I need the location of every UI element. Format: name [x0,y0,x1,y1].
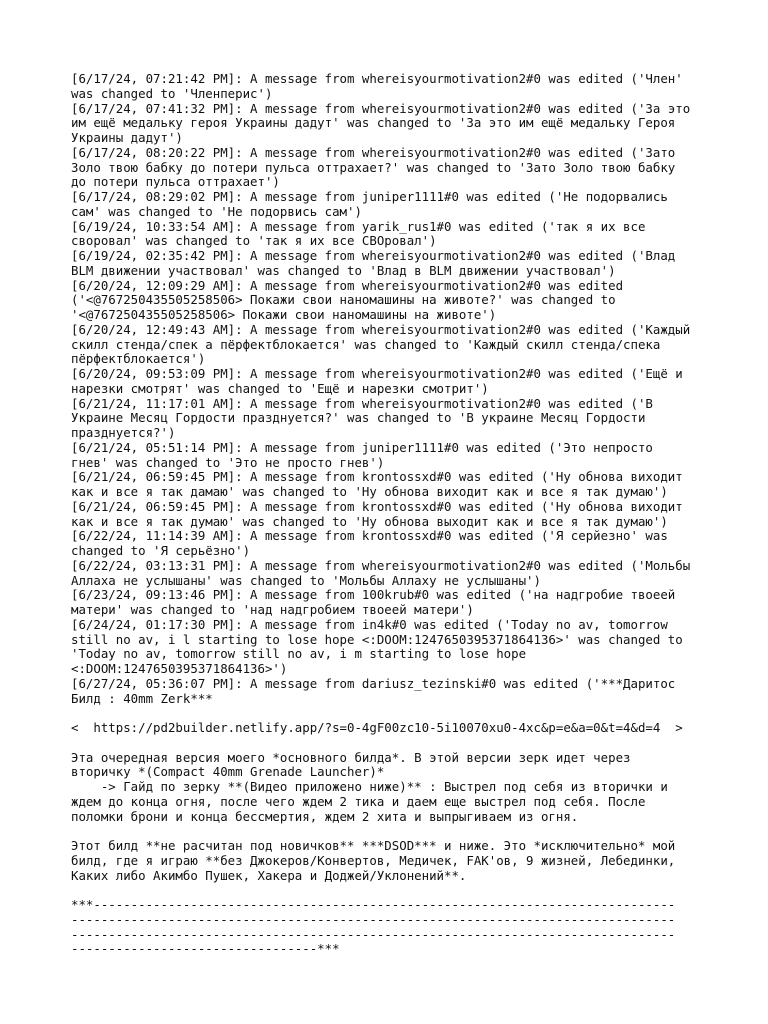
document-line: [6/21/24, 06:59:45 PM]: A message from krontossxd#0 was edited ('Ну обнова виходит [71,469,683,485]
document-line: как и все я так думаю' was changed to 'Ну обнова выходит как и все я так думаю') [71,513,668,529]
document-line: Билд : 40mm Zerk*** [71,690,213,706]
document-line: ждем до конца огня, после чего ждем 2 тика и даем еще выстрел под себя. После [71,793,646,809]
document-line: [6/21/24, 05:51:14 PM]: A message from juniper1111#0 was edited ('Это непросто [71,439,653,455]
document-line: [6/24/24, 01:17:30 PM]: A message from in4k#0 was edited ('Today no av, tomorrow [71,616,668,632]
document-line: [6/27/24, 05:36:07 PM]: A message from dariusz_tezinski#0 was edited ('***Даритос [71,675,676,691]
document-line: [6/23/24, 09:13:46 PM]: A message from 100krub#0 was edited ('на надгробие твоеей [71,587,676,603]
document-line: вторичку *(Compact 40mm Grenade Launcher)* [71,764,385,780]
document-line: Золо твою бабку до потери пульса оттрахает?' was changed to 'Зато Золо твою бабку [71,159,676,175]
document-line: [6/22/24, 03:13:31 PM]: A message from whereisyourmotivation2#0 was edited ('Мольбы [71,557,691,573]
document-line: Аллаха не услышаны' was changed to 'Мольбы Аллаху не услышаны') [71,572,541,588]
document-line: сам' was changed to 'Не подорвись сам') [71,203,362,219]
document-line [71,736,711,751]
document-line: [6/21/24, 11:17:01 AM]: A message from whereisyourmotivation2#0 was edited ('В [71,395,653,411]
document-line: still no av, i l starting to lose hope <:DOOM:1247650395371864136>' was changed to [71,631,683,647]
document-line: поломки брони и конца бессмертия, ждем 2 хита и выпрыгиваем из огня. [71,808,579,824]
document-line: скилл стенда/спек а пёрфектблокается' was changed to 'Каждый скилл стенда/спека [71,336,661,352]
document-line: [6/20/24, 12:49:43 AM]: A message from whereisyourmotivation2#0 was edited ('Каждый [71,321,691,337]
document-line: Украины дадут') [71,130,183,145]
document-line: билд, где я играю **без Джокеров/Конвертов, Медичек, FAK'ов, 9 жизней, Лебединки, [71,852,676,868]
document-line: -> Гайд по зерку **(Видео приложено ниже)** : Выстрел под себя из вторички и [71,779,668,794]
document-line: Каких либо Акимбо Пушек, Хакера и Доджей/Уклонений**. [71,867,467,883]
document-line: [6/20/24, 09:53:09 PM]: A message from whereisyourmotivation2#0 was edited ('Ещё и [71,366,683,381]
document-line: своровал' was changed to 'так я их все СВОровал') [71,233,437,249]
document-line: '<@767250435505258506> Покажи свои наномашины на животе') [71,307,497,322]
document-line: Украине Месяц Гордости празднуется?' was changed to 'В украине Месяц Гордости [71,410,646,426]
document-line: <:DOOM:1247650395371864136>') [71,661,288,676]
document-line: [6/17/24, 08:29:02 PM]: A message from juniper1111#0 was edited ('Не подорвались [71,189,668,204]
document-line: was changed to 'Членперис') [71,85,273,101]
document-line [71,883,711,898]
document-line: Этот билд **не расчитан под новичков** ***DSOD*** и ниже. Это *исключительно* мой [71,838,676,853]
document-line: --------------------------------------------------------------------------------- [71,926,676,942]
document-line: BLM движении участвовал' was changed to 'Влад в BLM движении участвовал') [71,262,616,278]
document-line: до потери пульса оттрахает') [71,174,280,190]
document-line [71,706,711,721]
document-line: ***------------------------------------------------------------------------------ [71,897,676,912]
document-line: им ещё медальку героя Украины дадут' was changed to 'За это им ещё медальку Героя [71,115,676,131]
document-line: --------------------------------------------------------------------------------- [71,911,676,927]
document-line: ('<@767250435505258506> Покажи свои наномашины на животе?' was changed to [71,292,616,308]
document-line: гнев' was changed to 'Это не просто гнев') [71,454,385,470]
document-line: [6/19/24, 10:33:54 AM]: A message from yarik_rus1#0 was edited ('так я их все [71,218,646,234]
document-line: матери' was changed to 'над надгробием твоеей матери') [71,602,474,617]
document-line: как и все я так дамаю' was changed to 'Ну обнова виходит как и все я так думаю') [71,484,668,499]
document-line: [6/19/24, 02:35:42 PM]: A message from whereisyourmotivation2#0 was edited ('Влад [71,248,676,263]
document-page [71,72,711,957]
document-line: [6/20/24, 12:09:29 AM]: A message from whereisyourmotivation2#0 was edited [71,277,624,293]
document-line [71,824,711,839]
document-line: < https://pd2builder.netlify.app/?s=0-4gF00zc10-5i10070xu0-4xc&p=e&a=0&t=4&d=4 > [71,720,683,735]
document-line: [6/21/24, 06:59:45 PM]: A message from krontossxd#0 was edited ('Ну обнова виходит [71,498,683,514]
document-line: [6/17/24, 08:20:22 PM]: A message from whereisyourmotivation2#0 was edited ('Зато [71,144,676,160]
document-line: [6/22/24, 11:14:39 AM]: A message from krontossxd#0 was edited ('Я серйезно' was [71,528,668,544]
document-line: празднуется?') [71,425,176,440]
document-line: 'Today no av, tomorrow still no av, i m starting to lose hope [71,646,527,662]
document-line: changed to 'Я серьёзно') [71,543,251,558]
document-line: Эта очередная версия моего *основного билда*. В этой версии зерк идет через [71,749,631,765]
document-line: [6/17/24, 07:21:42 PM]: A message from whereisyourmotivation2#0 was edited ('Член' [71,71,683,86]
document-line: пёрфектблокается') [71,351,206,367]
document-line: нарезки смотрят' was changed to 'Ещё и нарезки смотрит') [71,380,489,396]
document-line: [6/17/24, 07:41:32 PM]: A message from whereisyourmotivation2#0 was edited ('За это [71,100,691,116]
document-line: ---------------------------------*** [71,941,340,957]
